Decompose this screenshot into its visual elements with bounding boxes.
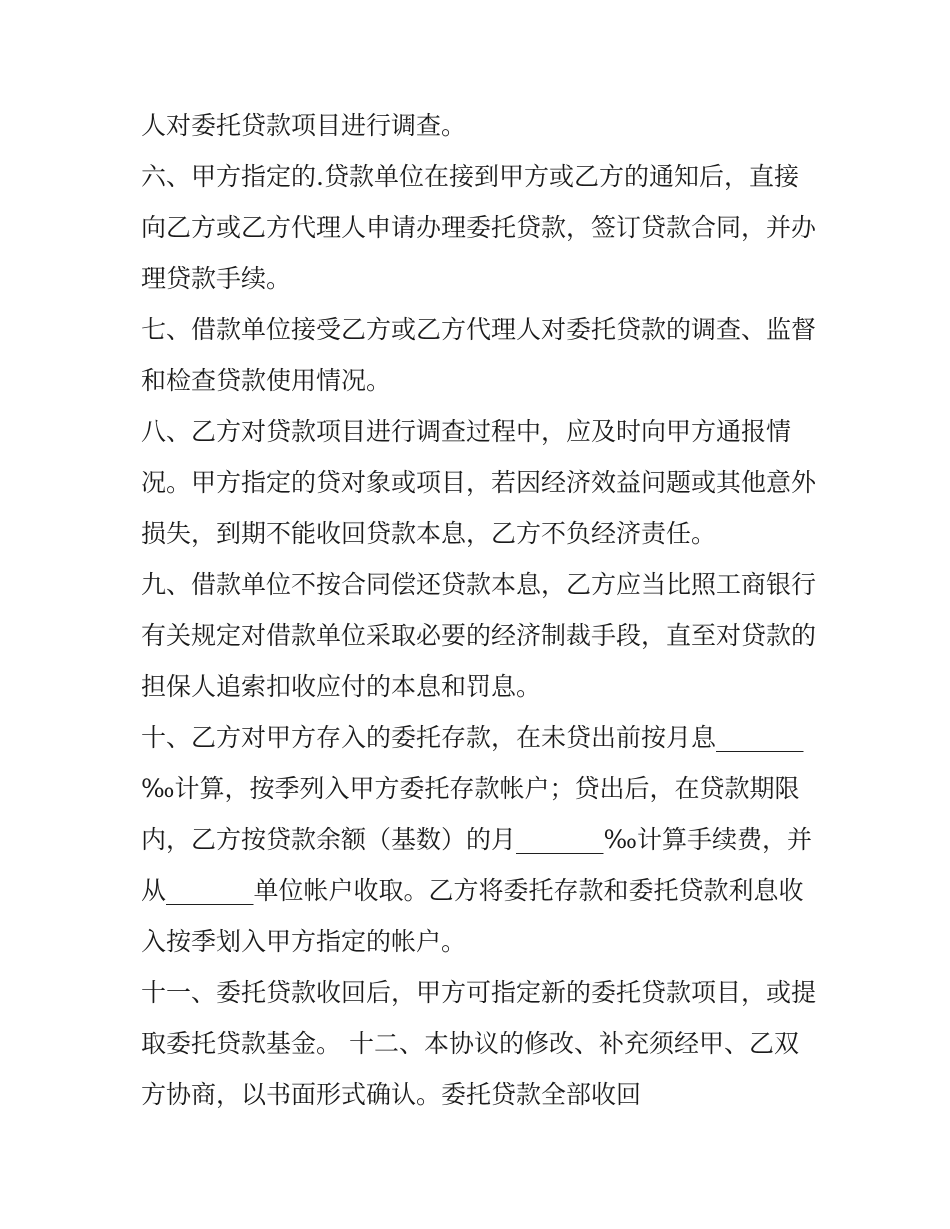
- text-line: 有关规定对借款单位采取必要的经济制裁手段，直至对贷款的: [141, 621, 817, 650]
- text-line: 十、乙方对甲方存入的委托存款，在未贷出前按月息_______: [141, 723, 804, 752]
- text-line: 和检查贷款使用情况。: [141, 366, 392, 395]
- document-body: [141, 100, 821, 1120]
- text-line: 理贷款手续。: [141, 264, 292, 293]
- text-line: 人对委托贷款项目进行调查。: [141, 111, 467, 140]
- text-line: 六、甲方指定的.贷款单位在接到甲方或乙方的通知后，直接: [141, 162, 799, 191]
- text-line: 损失，到期不能收回贷款本息，乙方不负经济责任。: [141, 519, 717, 548]
- text-line: 方协商，以书面形式确认。委托贷款全部收回: [141, 1080, 642, 1109]
- text-line: 从_______单位帐户收取。乙方将委托存款和委托贷款利息收: [141, 876, 804, 905]
- text-line: 九、借款单位不按合同偿还贷款本息，乙方应当比照工商银行: [141, 570, 817, 599]
- text-line: 内，乙方按贷款余额（基数）的月_______‰计算手续费，并: [141, 825, 813, 854]
- text-line: 八、乙方对贷款项目进行调查过程中，应及时向甲方通报情: [141, 417, 792, 446]
- text-line: 取委托贷款基金。 十二、本协议的修改、补充须经甲、乙双: [141, 1029, 799, 1058]
- text-line: ‰计算，按季列入甲方委托存款帐户；贷出后，在贷款期限: [141, 774, 800, 803]
- text-line: 十一、委托贷款收回后，甲方可指定新的委托贷款项目，或提: [141, 978, 817, 1007]
- text-line: 向乙方或乙方代理人申请办理委托贷款，签订贷款合同，并办: [141, 213, 817, 242]
- text-line: 况。甲方指定的贷对象或项目，若因经济效益问题或其他意外: [141, 468, 817, 497]
- text-line: 入按季划入甲方指定的帐户。: [141, 927, 467, 956]
- text-line: 七、借款单位接受乙方或乙方代理人对委托贷款的调查、监督: [141, 315, 817, 344]
- text-line: 担保人追索扣收应付的本息和罚息。: [141, 672, 542, 701]
